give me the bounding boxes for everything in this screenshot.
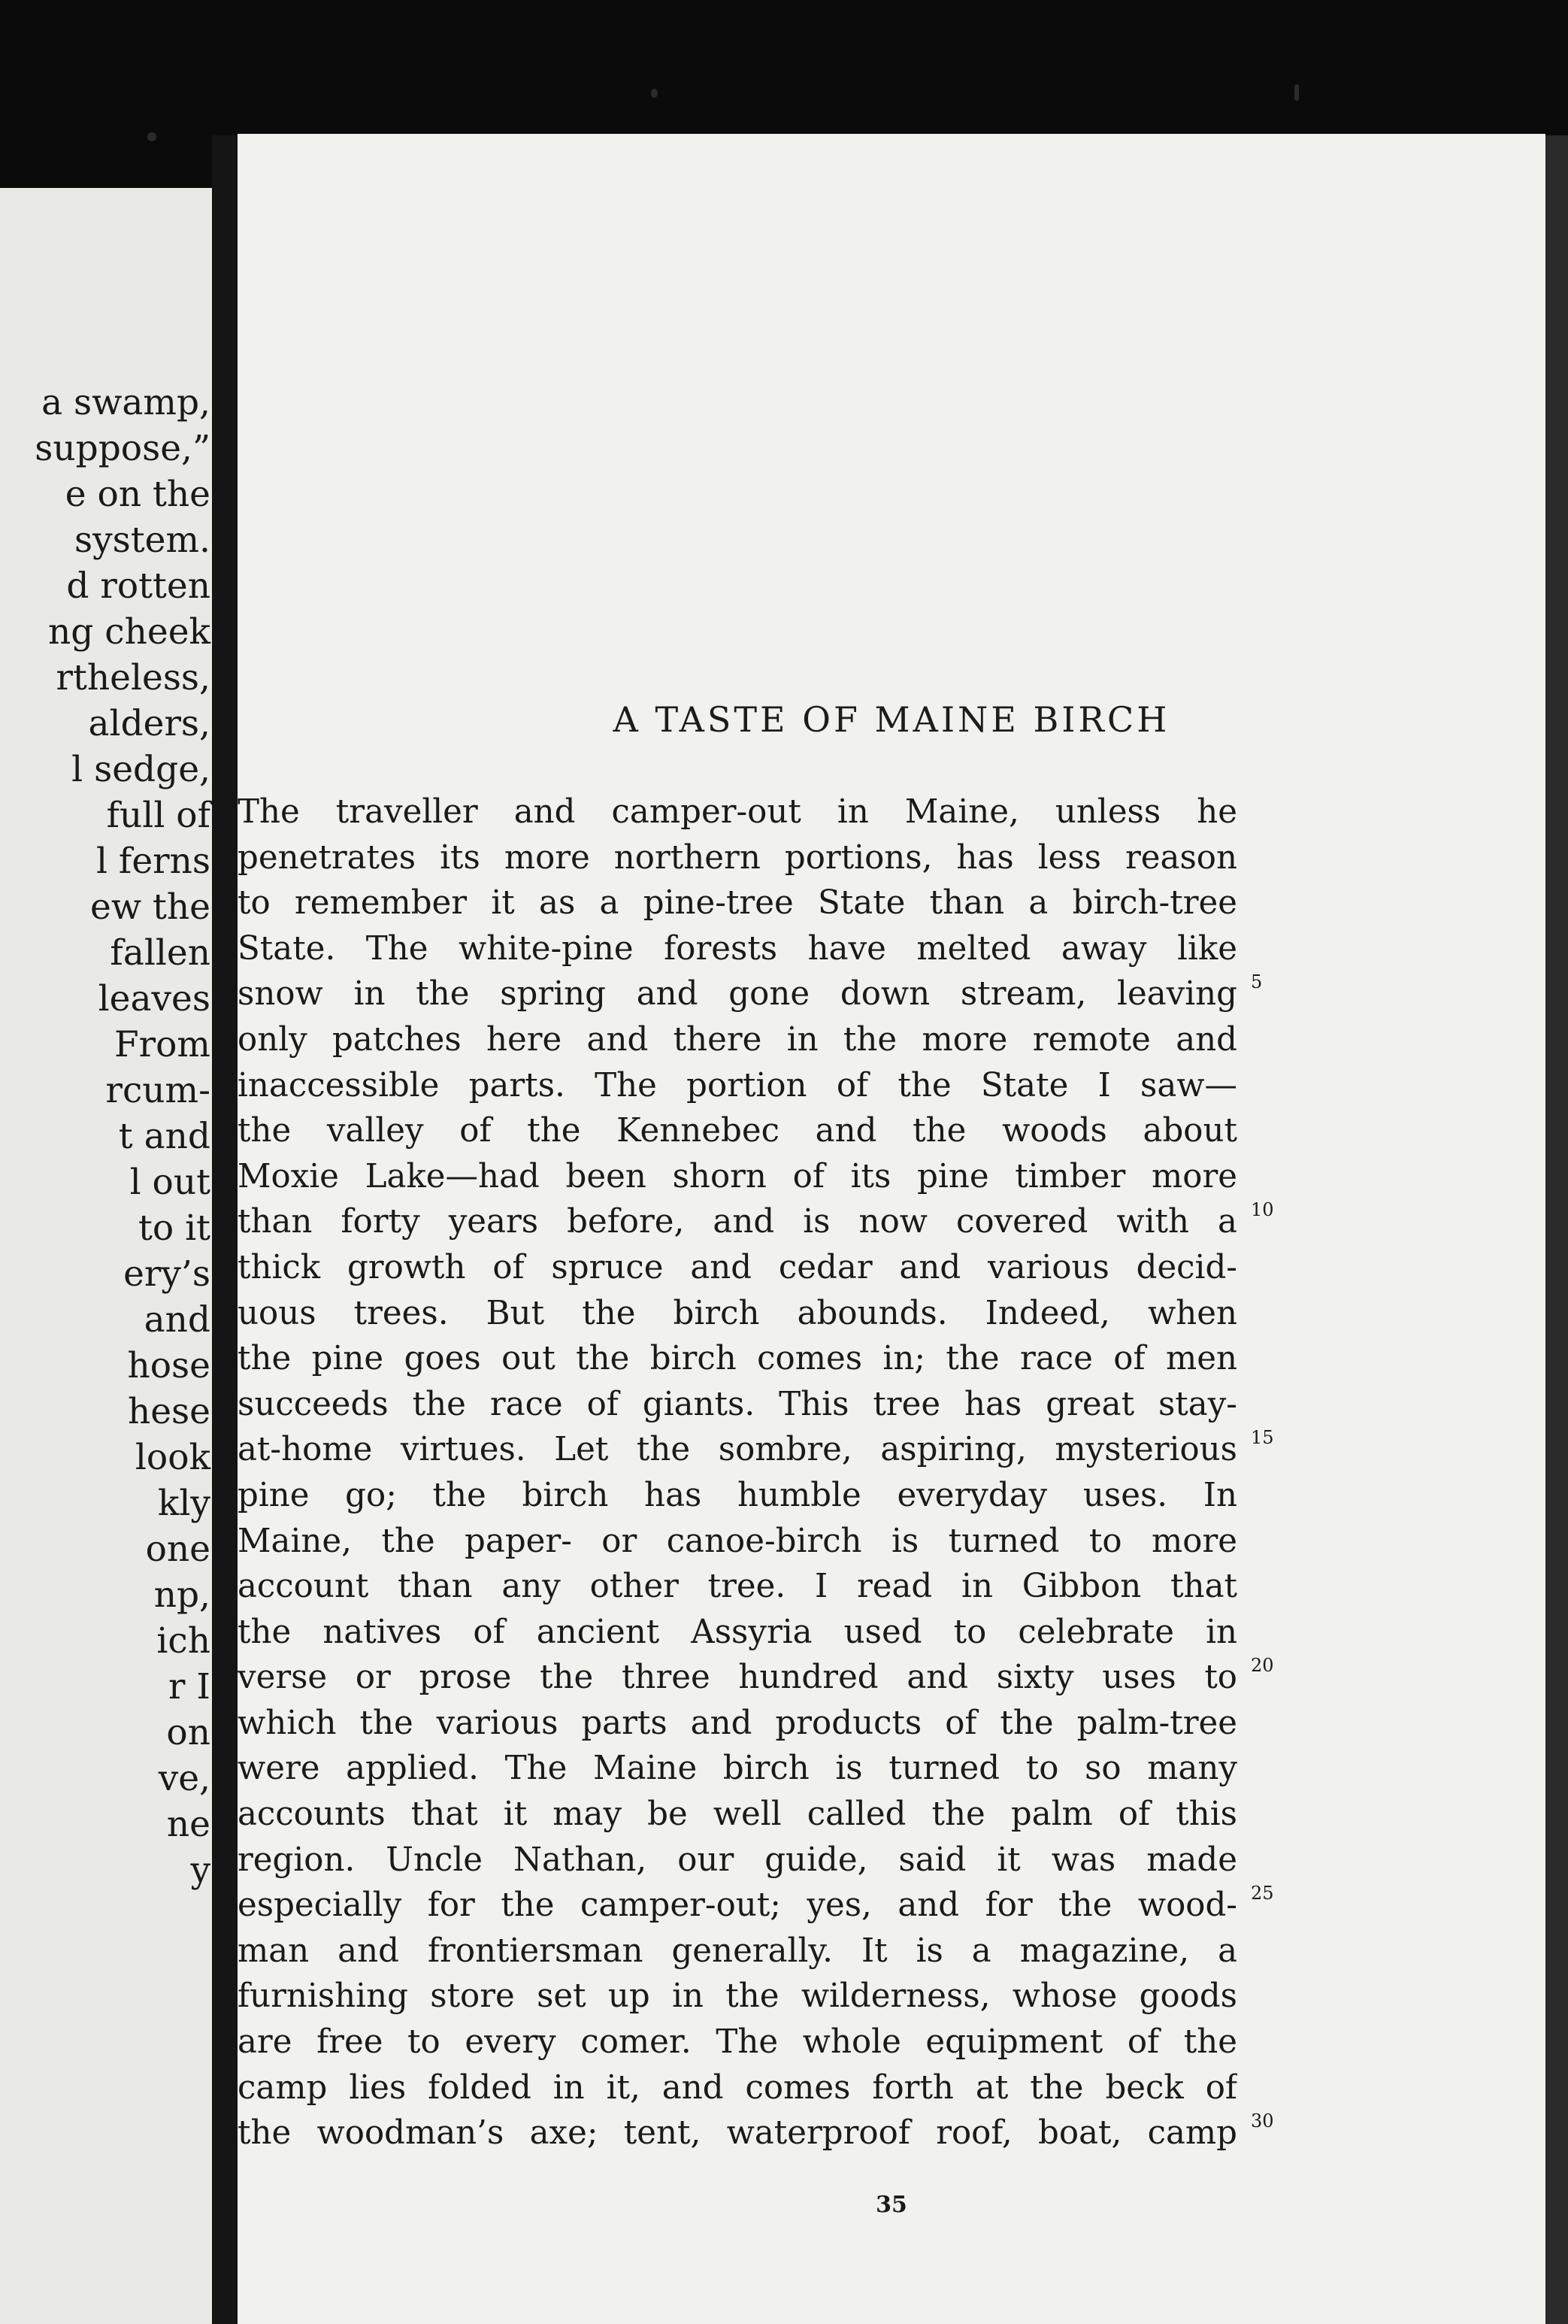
text-line	[238, 1382, 1545, 1428]
line-text: inaccessible parts. The portion of the State I saw—	[238, 1066, 1237, 1104]
line-text: which the various parts and products of the palm-tree	[238, 1704, 1237, 1742]
text-line	[238, 2019, 1545, 2065]
line-text: Maine, the paper- or canoe-birch is turned to more	[238, 1522, 1237, 1560]
text-line	[238, 971, 1545, 1017]
line-text: at-home virtues. Let the sombre, aspiring, mysterious	[238, 1431, 1237, 1469]
text-line	[238, 789, 1545, 835]
previous-page-line: r I	[168, 1666, 210, 1707]
text-line	[238, 1017, 1545, 1063]
previous-page-line: one	[145, 1529, 210, 1570]
text-line	[238, 1063, 1545, 1109]
text-line	[238, 926, 1545, 972]
text-line	[238, 880, 1545, 926]
previous-page-line: y	[190, 1850, 210, 1891]
previous-page-line: leaves	[98, 978, 210, 1020]
page-edge-shadow	[1545, 135, 1568, 2324]
line-text: accounts that it may be well called the palm of this	[238, 1795, 1237, 1834]
line-text: penetrates its more northern portions, has less reason	[238, 838, 1237, 877]
previous-page-line: l sedge,	[71, 749, 210, 790]
page-body-text	[238, 789, 1545, 2156]
text-line	[238, 1564, 1545, 1610]
scan-speck	[651, 89, 658, 98]
previous-page-line: system.	[74, 520, 210, 561]
text-line	[238, 1154, 1545, 1200]
previous-page-text	[35, 380, 210, 1893]
previous-page-line: rtheless,	[56, 657, 210, 698]
line-number: 15	[1251, 1427, 1274, 1449]
line-number: 30	[1251, 2110, 1274, 2132]
text-line	[238, 1427, 1545, 1473]
text-line	[238, 1883, 1545, 1929]
text-line	[238, 1838, 1545, 1883]
text-line	[238, 1655, 1545, 1701]
previous-page-line: ne	[166, 1804, 210, 1845]
previous-page-line: hose	[127, 1345, 210, 1386]
text-line	[238, 1974, 1545, 2019]
line-number: 10	[1251, 1199, 1274, 1221]
line-text: only patches here and there in the more remote and	[238, 1020, 1237, 1059]
text-line	[238, 1199, 1545, 1245]
previous-page-line: and	[144, 1299, 210, 1341]
line-text: man and frontiersman generally. It is a magazine, a	[238, 1932, 1237, 1970]
line-text: The traveller and camper-out in Maine, unless he	[238, 793, 1237, 831]
line-number: 25	[1251, 1883, 1274, 1904]
line-text: snow in the spring and gone down stream, leaving	[238, 975, 1237, 1014]
previous-page-line: ich	[156, 1620, 210, 1662]
previous-page-line: hese	[127, 1391, 210, 1432]
text-line	[238, 1473, 1545, 1519]
previous-page-line: From	[114, 1024, 210, 1065]
line-text: especially for the camper-out; yes, and for the wood-	[238, 1886, 1237, 1925]
line-text: thick growth of spruce and cedar and various decid-	[238, 1248, 1237, 1286]
line-text: the pine goes out the birch comes in; the race of men	[238, 1340, 1237, 1378]
line-text: camp lies folded in it, and comes forth at the beck of	[238, 2068, 1237, 2107]
text-line	[238, 2110, 1545, 2156]
line-text: furnishing store set up in the wilderness, whose goods	[238, 1977, 1237, 2016]
book-gutter	[212, 135, 238, 2324]
line-text: succeeds the race of giants. This tree has great stay-	[238, 1385, 1237, 1423]
line-text: the natives of ancient Assyria used to celebrate in	[238, 1613, 1237, 1651]
text-line	[238, 1108, 1545, 1154]
line-text: pine go; the birch has humble everyday uses. In	[238, 1476, 1237, 1514]
line-text: verse or prose the three hundred and sixty uses to	[238, 1659, 1237, 1697]
line-text: Moxie Lake—had been shorn of its pine timber more	[238, 1157, 1237, 1195]
book-page	[238, 134, 1545, 2324]
scan-speck	[147, 132, 156, 141]
previous-page-line: l out	[129, 1162, 210, 1203]
text-line	[238, 1519, 1545, 1565]
text-line	[238, 2065, 1545, 2111]
line-text: were applied. The Maine birch is turned to so many	[238, 1750, 1237, 1788]
previous-page-line: ng cheek	[48, 611, 210, 653]
line-text: the valley of the Kennebec and the woods about	[238, 1112, 1237, 1150]
line-text: are free to every comer. The whole equipment of the	[238, 2023, 1237, 2062]
text-line	[238, 1792, 1545, 1838]
previous-page-line: on	[166, 1712, 210, 1753]
previous-page-line: to it	[138, 1207, 210, 1249]
chapter-title: A TASTE OF MAINE BIRCH	[613, 699, 1170, 740]
line-number: 20	[1251, 1655, 1274, 1677]
previous-page-line: kly	[157, 1483, 210, 1524]
previous-page-line: full of	[106, 795, 210, 836]
previous-page-line: ery’s	[123, 1253, 210, 1295]
text-line	[238, 1746, 1545, 1792]
line-text: account than any other tree. I read in Gibbon that	[238, 1568, 1237, 1606]
text-line	[238, 1701, 1545, 1747]
line-text: the woodman’s axe; tent, waterproof roof, boat, camp	[238, 2114, 1237, 2153]
previous-page-line: look	[135, 1437, 210, 1478]
line-text: uous trees. But the birch abounds. Indeed, when	[238, 1294, 1237, 1332]
page-number: 35	[876, 2192, 907, 2218]
text-line	[238, 1929, 1545, 1974]
previous-page-line: e on the	[65, 474, 210, 515]
previous-page-line: d rotten	[66, 565, 210, 607]
previous-page-line: l ferns	[95, 841, 210, 882]
previous-page-line: t and	[118, 1116, 210, 1157]
previous-page-line: alders,	[88, 703, 210, 744]
previous-page-line: np,	[153, 1574, 210, 1616]
line-number: 5	[1251, 971, 1263, 993]
previous-page-line: ew the	[90, 886, 210, 928]
text-line	[238, 835, 1545, 881]
previous-page-line: rcum-	[105, 1070, 210, 1111]
previous-page-fragment	[0, 188, 218, 2324]
text-line	[238, 1291, 1545, 1337]
previous-page-line: suppose,”	[35, 428, 210, 469]
previous-page-line: fallen	[110, 932, 210, 974]
line-text: to remember it as a pine-tree State than a birch-tree	[238, 884, 1237, 923]
scan-speck	[1294, 84, 1299, 101]
text-line	[238, 1610, 1545, 1656]
text-line	[238, 1245, 1545, 1291]
line-text: region. Uncle Nathan, our guide, said it was made	[238, 1841, 1237, 1879]
previous-page-line: a swamp,	[41, 382, 210, 423]
line-text: than forty years before, and is now covered with a	[238, 1203, 1237, 1241]
line-text: State. The white-pine forests have melted away like	[238, 929, 1237, 968]
text-line	[238, 1336, 1545, 1382]
previous-page-line: ve,	[158, 1758, 210, 1799]
